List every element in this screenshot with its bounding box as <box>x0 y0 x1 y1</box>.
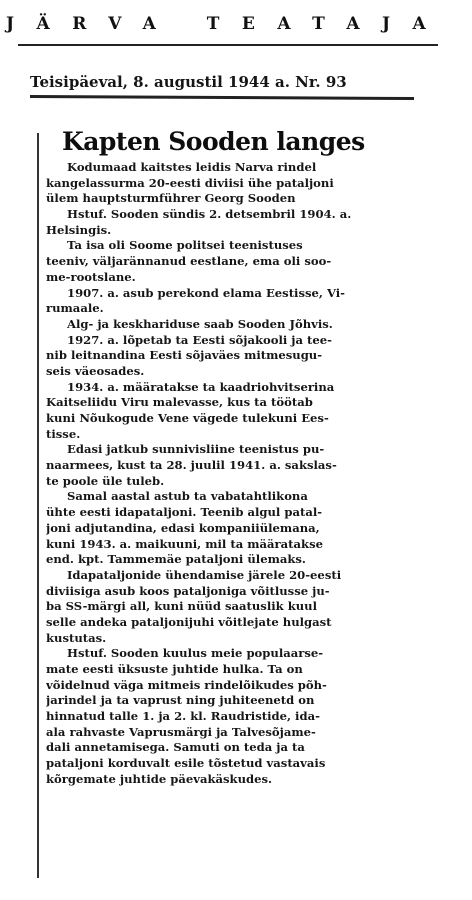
article-line: mate eesti üksuste juhtide hulka. Ta on <box>46 662 303 676</box>
article-line: Ta isa oli Soome politsei teenistuses <box>67 238 303 253</box>
article-line: te poole üle tuleb. <box>46 473 165 488</box>
article-body <box>46 160 412 788</box>
article-line: ba SS-märgi all, kuni nüüd saatuslik kuul <box>46 599 318 614</box>
column-rule <box>37 133 39 878</box>
article-line: Hstuf. Sooden sündis 2. detsembril 1904. a. <box>67 207 352 222</box>
article-line: teeniv, väljarännanud eestlane, ema oli soo- <box>46 254 332 269</box>
article-line: võidelnud väga mitmeis rindelõikudes põh- <box>46 677 327 692</box>
article-line: kangelassurma 20-eesti diviisi ühe pataljoni <box>46 175 334 190</box>
article-line: 1907. a. asub perekond elama Eestisse, Vi- <box>67 285 345 300</box>
article-line: ala rahvaste Vaprusmärgi ja Talvesõjame- <box>46 724 316 739</box>
newspaper-title: JÄRVA TEATAJA <box>6 14 449 34</box>
article-line: selle andeka pataljonijuhi võitlejate hulgast <box>46 614 332 629</box>
article-line: diviisiga asub koos pataljoniga võitlusse ju- <box>46 583 330 598</box>
article-headline: Kapten Sooden langes <box>62 127 365 156</box>
article-line: naarmees, kust ta 28. juulil 1941. a. sakslas- <box>46 458 337 473</box>
masthead-rule <box>18 44 438 46</box>
article-line: dali annetamisega. Samuti on teda ja ta <box>46 740 305 755</box>
article-line: Edasi jatkub sunnivisliine teenistus pu- <box>67 442 325 457</box>
article-line: jarindel ja ta vaprust ning juhiteenetd on <box>46 693 315 708</box>
article-line: ühte eesti idapataljoni. Teenib algul patal- <box>46 505 323 520</box>
article-line: kõrgemate juhtide päevakäskudes. <box>46 771 273 786</box>
article-line: Helsingis. <box>46 222 112 237</box>
article-line: me-rootslane. <box>46 269 136 284</box>
article-line: Kaitseliidu Viru malevasse, kus ta töötab <box>46 395 313 410</box>
article-line: joni adjutandina, edasi kompaniiülemana, <box>46 520 320 535</box>
article-line: ülem hauptsturmführer Georg Sooden <box>46 191 296 206</box>
article-line: kuni Nõukogude Vene vägede tulekuni Ees- <box>46 411 329 425</box>
article-line: rumaale. <box>46 301 104 316</box>
article-line: seis väeosades. <box>46 363 145 378</box>
article-line: pataljoni korduvalt esile tõstetud vastavais <box>46 756 326 771</box>
article-line: Hstuf. Sooden kuulus meie populaarse- <box>67 646 324 661</box>
article-line: nib leitnandina Eesti sõjaväes mitmesugu- <box>46 348 323 363</box>
dateline: Teisipäeval, 8. augustil 1944 a. Nr. 93 <box>30 73 347 91</box>
article-line: Alg- ja keskhariduse saab Sooden Jõhvis. <box>67 316 333 331</box>
article-line: kustutas. <box>46 630 107 645</box>
masthead <box>0 14 472 38</box>
article-line: tisse. <box>46 426 81 441</box>
dateline-rule <box>30 95 414 100</box>
article-line: Samal aastal astub ta vabatahtlikona <box>67 489 308 504</box>
article-line: 1927. a. lõpetab ta Eesti sõjakooli ja tee- <box>67 332 332 347</box>
article-line: end. kpt. Tammemäe pataljoni ülemaks. <box>46 552 306 567</box>
article-line: kuni 1943. a. maikuuni, mil ta määratakse <box>46 536 323 551</box>
article-line: Kodumaad kaitstes leidis Narva rindel <box>67 160 317 174</box>
article-line: Idapataljonide ühendamise järele 20-eesti <box>67 567 342 582</box>
article-line: hinnatud talle 1. ja 2. kl. Raudristide, ida- <box>46 709 320 724</box>
article-line: 1934. a. määratakse ta kaadriohvitserina <box>67 379 335 394</box>
